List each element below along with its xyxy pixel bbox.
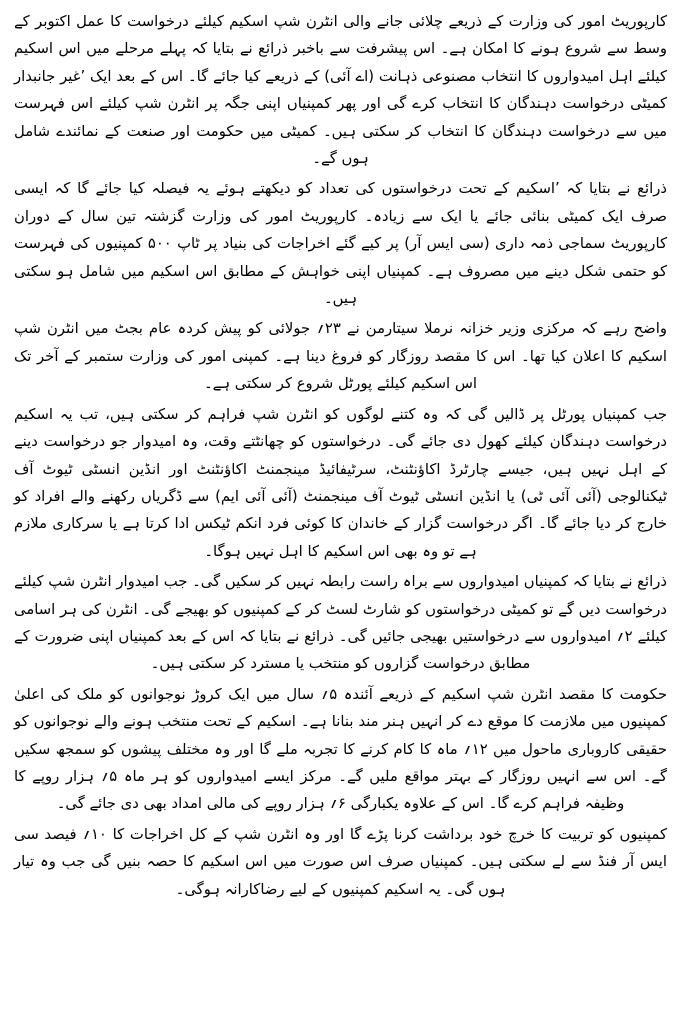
article-paragraph: جب کمپنیاں پورٹل پر ڈالیں گی کہ وہ کتنے لوگوں کو انٹرن شپ فراہم کر سکتی ہیں، تب یہ اسکیم درخواست دہندگان کیلئے کھول دی جائے گی۔ درخواستوں کو چھانٹتے وقت، وہ امیدوار جو درخواست دینے کے اہل نہیں ہیں، جیسے چارٹرڈ اکاؤنٹنٹ، سرٹیفائیڈ مینجمنٹ اکاؤنٹنٹ اور انڈین انسٹی ٹیوٹ آف ٹیکنالوجی (آئی آئی ٹی) یا انڈین انسٹی ٹیوٹ آف مینجمنٹ (آئی آئی ایم) سے ڈگریاں رکھنے والے افراد کو خارج کر دیا جائے گا۔ اگر درخواست گزار کے خاندان کا کوئی فرد انکم ٹیکس ادا کرتا ہے یا سرکاری ملازم ہے تو وہ بھی اس اسکیم کا اہل نہیں ہوگا۔ [14, 405, 667, 560]
article-paragraph: ذرائع نے بتایا کہ کمپنیاں امیدواروں سے براہ راست رابطہ نہیں کر سکیں گی۔ جب امیدوار انٹرن شپ کیلئے درخواست دیں گے تو کمیٹی درخواستوں کو شارٹ لسٹ کر کے کمپنیوں کو بھیجے گی۔ انٹرن کی ہر اسامی کیلئے ۲؍ امیدواروں سے درخواستیں بھیجی جائیں گی۔ ذرائع نے بتایا کہ اس کے بعد کمپنیاں اپنی ضرورت کے مطابق درخواست گزاروں کو منتخب یا مسترد کر سکتی ہیں۔ [14, 573, 668, 673]
article-paragraph: کارپوریٹ امور کی وزارت کے ذریعے چلائی جانے والی انٹرن شپ اسکیم کیلئے درخواست کا عمل اکتوبر کے وسط سے شروع ہونے کا امکان ہے۔ اس پیشرفت سے باخبر ذرائع نے بتایا کہ پہلے مرحلے میں اس اسکیم کیلئے اہل امیدواروں کا انتخاب مصنوعی ذہانت (اے آئی) کے ذریعے کیا جائے گا۔ اس کے بعد ایک ’غیر جانبدار کمیٹی درخواست دہندگان کا انتخاب کرے گی اور پھر کمپنیاں اپنی جگہ پر انٹرن شپ کیلئے اس فہرست میں سے درخواست دہندگان کا انتخاب کر سکتی ہیں۔ کمیٹی میں حکومت اور صنعت کے نمائندے شامل ہوں گے۔ [14, 13, 667, 168]
article-paragraph: واضح رہے کہ مرکزی وزیر خزانہ نرملا سیتارمن نے ۲۳؍ جولائی کو پیش کردہ عام بجٹ میں انٹرن شپ اسکیم کا اعلان کیا تھا۔ اس کا مقصد روزگار کو فروغ دینا ہے۔ کمپنی امور کی وزارت ستمبر کے آخر تک اس اسکیم کیلئے پورٹل شروع کر سکتی ہے۔ [14, 320, 667, 393]
article-paragraph: حکومت کا مقصد انٹرن شپ اسکیم کے ذریعے آئندہ ۵؍ سال میں ایک کروڑ نوجوانوں کو ملک کی اعلیٰ کمپنیوں میں ملازمت کا موقع دے کر انہیں ہنر مند بنانا ہے۔ اسکیم کے تحت منتخب ہونے والے نوجوانوں کو حقیقی کاروباری ماحول میں ۱۲؍ ماہ کا کام کرنے کا تجربہ ملے گا اور وہ مختلف پیشوں کو سمجھ سکیں گے۔ اس سے انہیں روزگار کے بہتر مواقع ملیں گے۔ مرکز ایسے امیدواروں کو ہر ماہ ۵؍ ہزار روپے کا وظیفہ فراہم کرے گا۔ اس کے علاوہ یکبارگی ۶؍ ہزار روپے کی مالی امداد بھی دی جائے گی۔ [14, 685, 667, 813]
article-paragraph: ذرائع نے بتایا کہ ’اسکیم کے تحت درخواستوں کی تعداد کو دیکھتے ہوئے یہ فیصلہ کیا جائے گا کہ ایسی صرف ایک کمیٹی بنائی جائے یا ایک سے زیادہ۔ کارپوریٹ امور کی وزارت گزشتہ تین سال کے دوران کارپوریٹ سماجی ذمہ داری (سی ایس آر) پر کیے گئے اخراجات کی بنیاد پر ٹاپ ۵۰۰ کمپنیوں کی فہرست کو حتمی شکل دینے میں مصروف ہے۔ کمپنیاں اپنی خواہش کے مطابق اس اسکیم میں شامل ہو سکتی ہیں۔ [14, 180, 667, 308]
article-paragraph: کمپنیوں کو تربیت کا خرچ خود برداشت کرنا پڑے گا اور وہ انٹرن شپ کے کل اخراجات کا ۱۰؍ فیصد سی ایس آر فنڈ سے لے سکتی ہیں۔ کمپنیاں صرف اس صورت میں اس اسکیم کا حصہ بنیں گی جب وہ تیار ہوں گی۔ یہ اسکیم کمپنیوں کے لیے رضاکارانہ ہوگی۔ [14, 825, 667, 898]
